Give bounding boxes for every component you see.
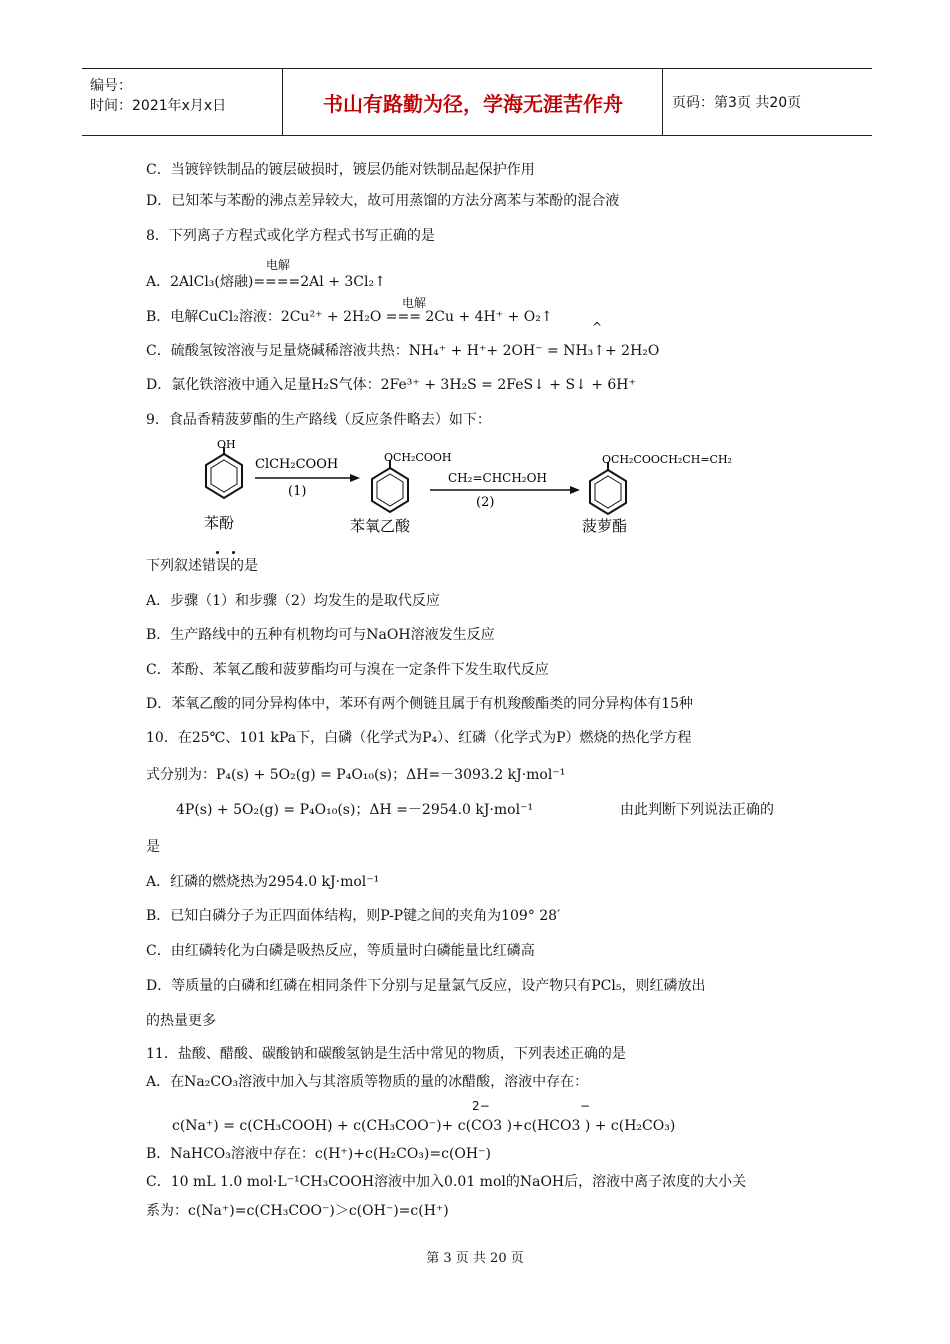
substituent-3: OCH₂COOCH₂CH=CH₂: [602, 453, 732, 466]
question-10-line2: 式分别为：P₄(s) + 5O₂(g) = P₄O₁₀(s)；ΔH=－3093.2 kJ·mol⁻¹: [146, 767, 566, 783]
phenol-ring: [206, 447, 242, 498]
question-10-line3b: 由此判断下列说法正确的: [620, 802, 774, 818]
header-divider: [662, 69, 663, 135]
step-2: (2): [476, 495, 495, 510]
arrow-2-head: [570, 486, 580, 494]
time-label: 时间：2021年x月x日: [90, 98, 227, 114]
option-10a: A．红磷的燃烧热为2954.0 kJ·mol⁻¹: [146, 874, 380, 890]
substituent-2: OCH₂COOH: [384, 451, 452, 464]
option-11a-equation: c(Na⁺) = c(CH₃COOH) + c(CH₃COO⁻)+ c(CO3 )+c(HCO3 ) + c(H₂CO₃): [172, 1118, 676, 1134]
header-motto: 书山有路勤为径，学海无涯苦作舟: [323, 91, 623, 116]
option-7d: D．已知苯与苯酚的沸点差异较大，故可用蒸馏的方法分离苯与苯酚的混合液: [146, 193, 620, 209]
header-divider: [282, 69, 283, 135]
heat-mark: ^: [592, 320, 603, 334]
option-11a: A．在Na₂CO₃溶液中加入与其溶质等物质的量的冰醋酸，溶液中存在：: [146, 1074, 589, 1090]
emphasis-dot: [216, 551, 219, 554]
synthesis-scheme: [200, 440, 760, 540]
option-8d: D．氯化铁溶液中通入足量H₂S气体：2Fe³⁺ + 3H₂S = 2FeS↓ + S↓ + 6H⁺: [146, 377, 636, 393]
name-pineapple-ester: 菠萝酯: [582, 517, 628, 535]
question-9-prompt: 下列叙述错误的是: [146, 558, 258, 574]
pineapple-ester-ring: [590, 462, 626, 514]
option-9a: A．步骤（1）和步骤（2）均发生的是取代反应: [146, 593, 440, 609]
option-11b: B．NaHCO₃溶液中存在：c(H⁺)+c(H₂CO₃)=c(OH⁻): [146, 1146, 491, 1162]
emphasis-dot: [232, 551, 235, 554]
page-header: [82, 68, 872, 136]
oh-label: OH: [217, 440, 236, 451]
number-label: 编号：: [90, 78, 132, 94]
charge-mark: −: [580, 1099, 591, 1113]
option-10b: B．已知白磷分子为正四面体结构，则P-P键之间的夹角为109° 28′: [146, 908, 561, 924]
question-10-line3: 4P(s) + 5O₂(g) = P₄O₁₀(s)；ΔH =－2954.0 kJ·mol⁻¹: [176, 802, 534, 818]
option-8a: A．2AlCl₃(熔融)====2Al + 3Cl₂↑: [146, 274, 386, 290]
phenoxyacetic-ring: [372, 460, 408, 512]
arrow-1-head: [350, 474, 360, 482]
step-1: (1): [288, 484, 307, 499]
electrolysis-label: 电解: [402, 296, 427, 310]
question-11: 11．盐酸、醋酸、碳酸钠和碳酸氢钠是生活中常见的物质，下列表述正确的是: [146, 1046, 626, 1062]
option-11c: C．10 mL 1.0 mol·L⁻¹CH₃COOH溶液中加入0.01 mol的NaOH后，溶液中离子浓度的大小关: [146, 1174, 747, 1190]
question-10-line4: 是: [146, 839, 160, 855]
option-10d: D．等质量的白磷和红磷在相同条件下分别与足量氯气反应，设产物只有PCl₅，则红磷放出: [146, 978, 706, 994]
option-11c-cont: 系为：c(Na⁺)=c(CH₃COO⁻)＞c(OH⁻)=c(H⁺): [146, 1203, 449, 1219]
option-8b: B．电解CuCl₂溶液：2Cu²⁺ + 2H₂O === 2Cu + 4H⁺ + O₂↑: [146, 309, 553, 325]
electrolysis-label: 电解: [266, 258, 291, 272]
name-phenoxyacetic-acid: 苯氧乙酸: [350, 517, 411, 535]
page-info: 页码：第3页 共20页: [672, 95, 802, 111]
option-10c: C．由红磷转化为白磷是吸热反应，等质量时白磷能量比红磷高: [146, 943, 535, 959]
name-phenol: 苯酚: [204, 514, 235, 532]
charge-mark: 2−: [472, 1099, 490, 1113]
page-footer: 第 3 页 共 20 页: [426, 1251, 524, 1266]
header-meta: [82, 69, 282, 135]
option-9d: D．苯氧乙酸的同分异构体中，苯环有两个侧链且属于有机羧酸酯类的同分异构体有15种: [146, 696, 694, 712]
question-8: 8．下列离子方程式或化学方程式书写正确的是: [146, 228, 435, 244]
option-7c: C．当镀锌铁制品的镀层破损时，镀层仍能对铁制品起保护作用: [146, 162, 535, 178]
option-10d-cont: 的热量更多: [146, 1013, 216, 1029]
option-8c: C．硫酸氢铵溶液与足量烧碱稀溶液共热：NH₄⁺ + H⁺+ 2OH⁻ = NH₃↑+ 2H₂O: [146, 343, 660, 359]
question-9: 9．食品香精菠萝酯的生产路线（反应条件略去）如下：: [146, 412, 491, 428]
option-9c: C．苯酚、苯氧乙酸和菠萝酯均可与溴在一定条件下发生取代反应: [146, 662, 549, 678]
reagent-2: CH₂=CHCH₂OH: [448, 471, 547, 485]
question-10: 10．在25℃、101 kPa下，白磷（化学式为P₄）、红磷（化学式为P）燃烧的热化学方程: [146, 730, 692, 746]
option-9b: B．生产路线中的五种有机物均可与NaOH溶液发生反应: [146, 627, 495, 643]
reagent-1: ClCH₂COOH: [255, 457, 339, 472]
